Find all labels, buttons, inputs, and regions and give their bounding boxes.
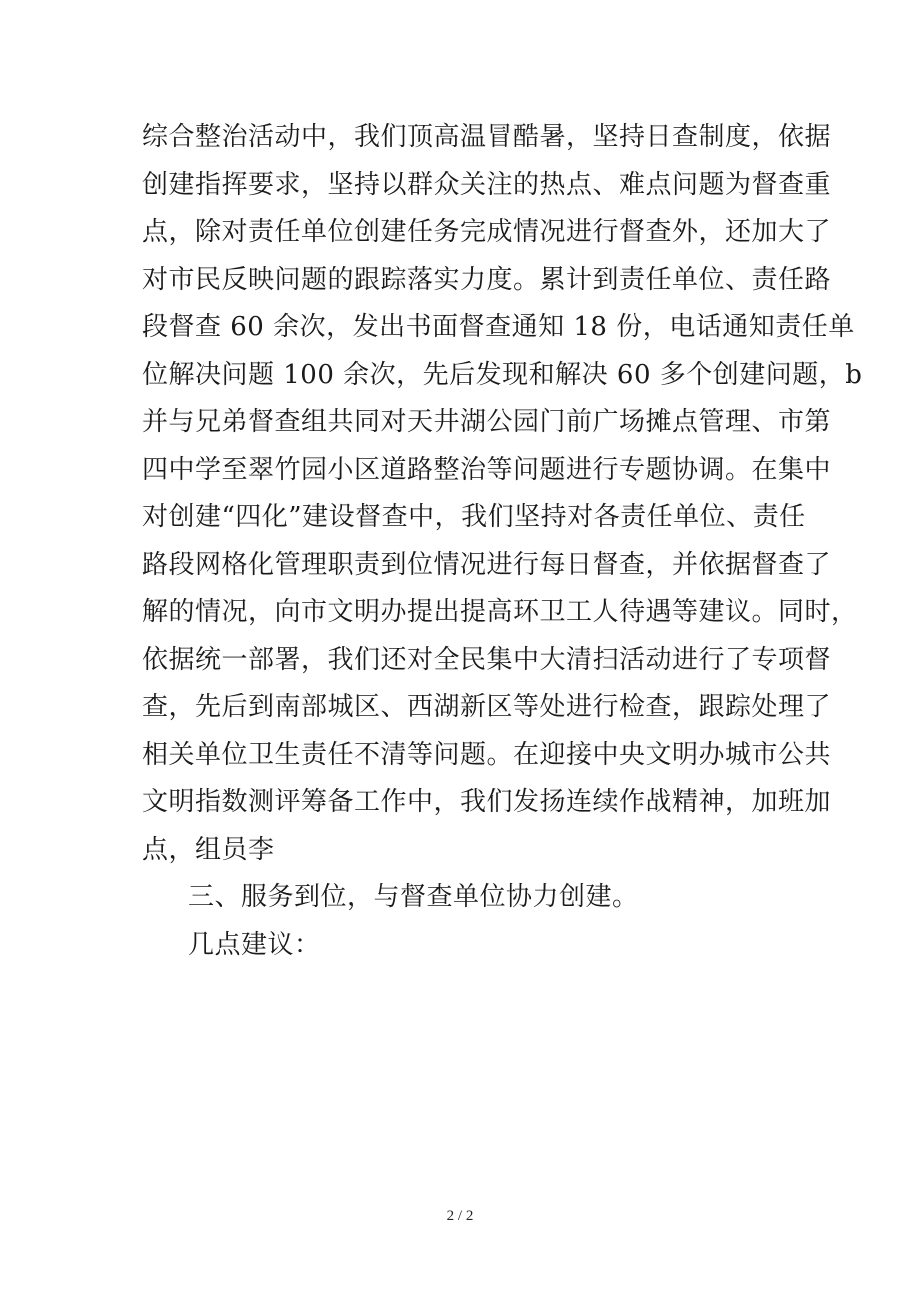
paragraph-line: 相关单位卫生责任不清等问题。在迎接中央文明办城市公共 — [142, 739, 832, 770]
paragraph-line: 点，组员李 — [142, 834, 275, 865]
document-body — [142, 114, 863, 969]
page-number: 2 / 2 — [446, 1208, 474, 1224]
paragraph-line: 对创建“四化”建设督查中，我们坚持对各责任单位、责任 — [142, 502, 806, 532]
paragraph-line: 综合整治活动中，我们顶高温冒酷暑，坚持日查制度，依据 — [142, 122, 832, 152]
paragraph-line: 路段网格化管理职责到位情况进行每日督查，并依据督查了 — [142, 549, 832, 580]
paragraph-line: 依据统一部署，我们还对全民集中大清扫活动进行了专项督 — [142, 644, 832, 675]
paragraph-line: 四中学至翠竹园小区道路整治等问题进行专题协调。在集中 — [142, 454, 832, 485]
suggestions-heading: 几点建议： — [188, 929, 321, 960]
paragraph-line: 解的情况，向市文明办提出提高环卫工人待遇等建议。同时， — [142, 597, 858, 627]
paragraph-line: 点，除对责任单位创建任务完成情况进行督查外，还加大了 — [142, 217, 832, 247]
paragraph-line: 查，先后到南部城区、西湖新区等处进行检查，跟踪处理了 — [142, 692, 832, 722]
paragraph-line: 对市民反映问题的跟踪落实力度。累计到责任单位、责任路 — [142, 264, 832, 295]
paragraph-line: 文明指数测评筹备工作中，我们发扬连续作战精神，加班加 — [142, 787, 832, 817]
paragraph-line: 段督查 60 余次，发出书面督查通知 18 份，电话通知责任单 — [142, 312, 855, 342]
paragraph-line: 位解决问题 100 余次，先后发现和解决 60 多个创建问题，b — [142, 359, 863, 390]
paragraph-line: 并与兄弟督查组共同对天井湖公园门前广场摊点管理、市第 — [142, 407, 832, 437]
paragraph-line: 创建指挥要求，坚持以群众关注的热点、难点问题为督查重 — [142, 169, 832, 200]
section-heading: 三、服务到位，与督查单位协力创建。 — [188, 882, 639, 912]
